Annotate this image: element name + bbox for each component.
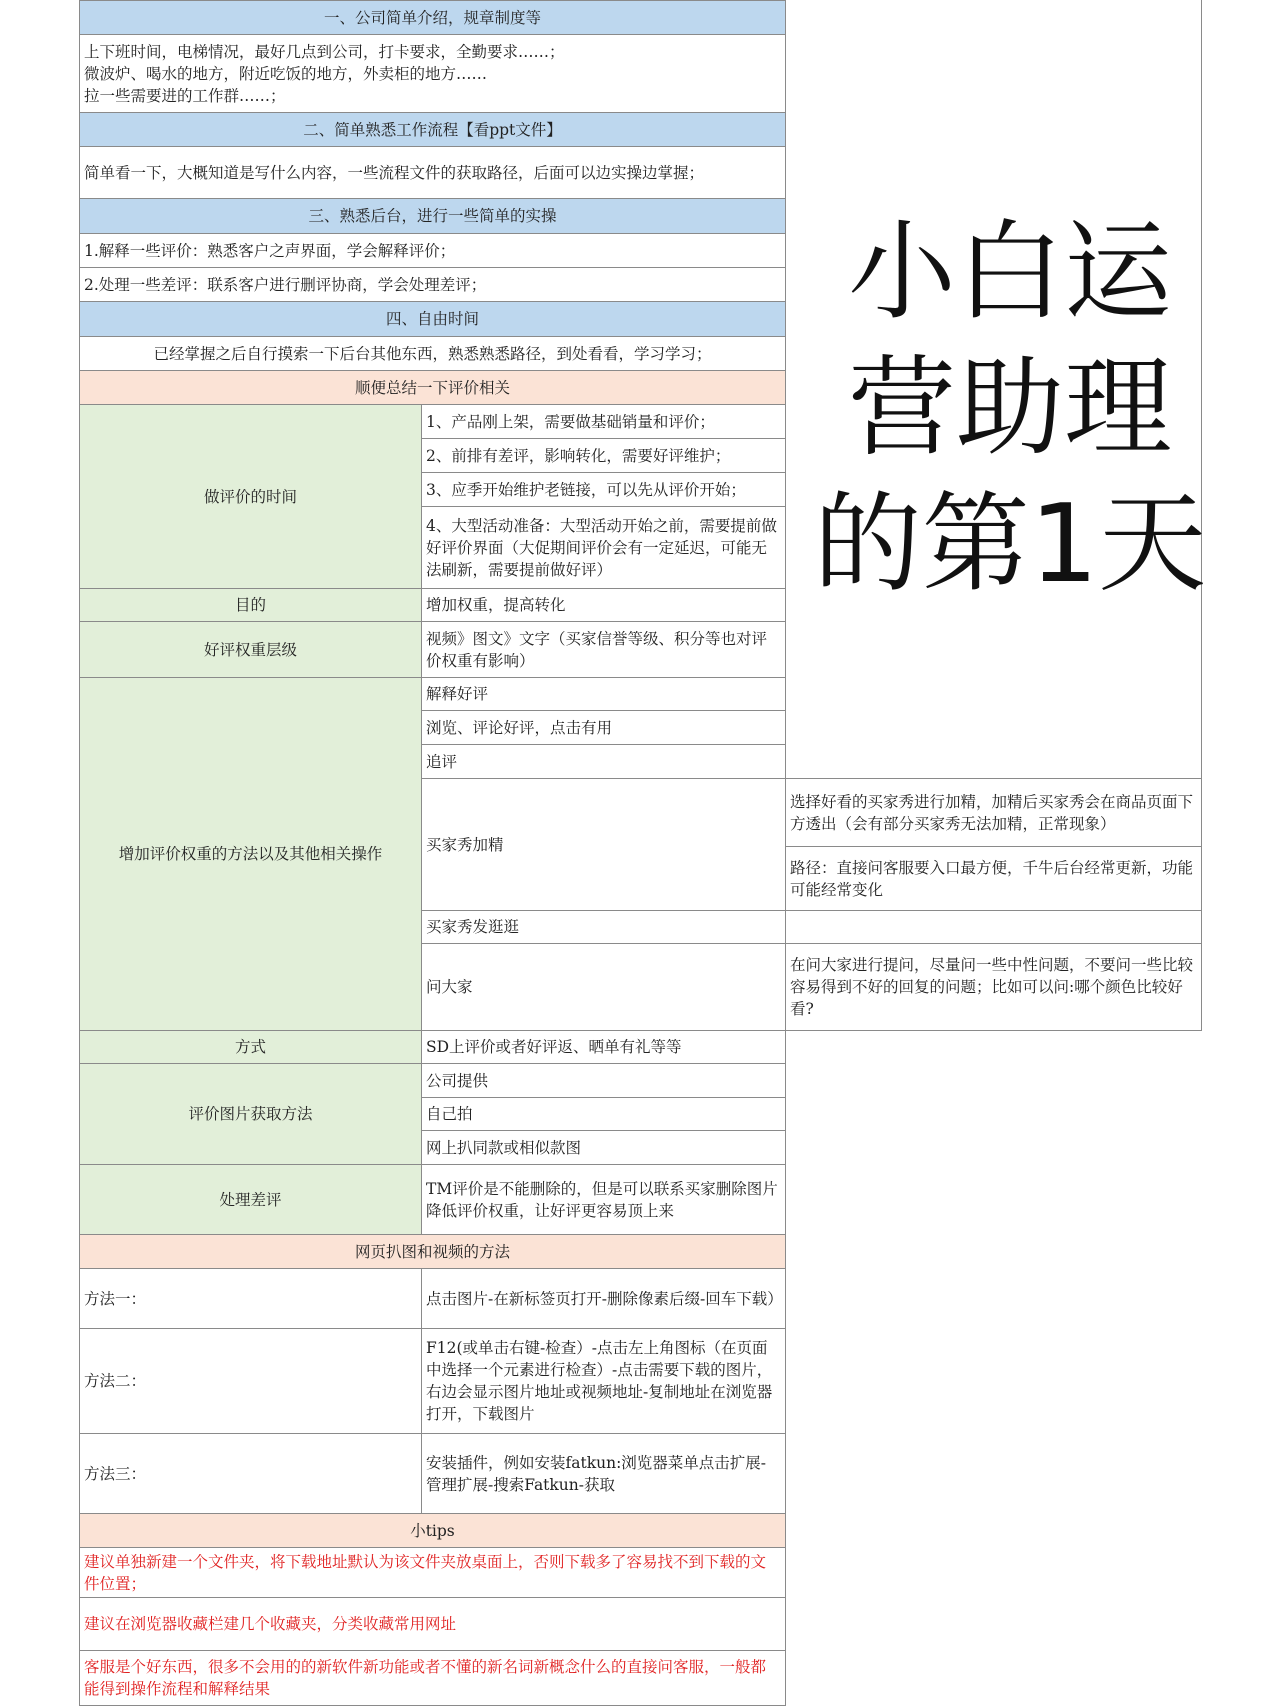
grab-value: F12(或单击右键-检查）-点击左上角图标（在页面中选择一个元素进行检查）-点击需要下载的图片，右边会显示图片地址或视频地址-复制地址在浏览器打开，下载图片 xyxy=(421,1328,786,1434)
grab-label: 方法二： xyxy=(79,1328,422,1434)
section4-body: 已经掌握之后自行摸索一下后台其他东西，熟悉熟悉路径，到处看看，学习学习； xyxy=(79,336,786,371)
section2-body: 简单看一下，大概知道是写什么内容，一些流程文件的获取路径，后面可以边实操边掌握； xyxy=(79,146,786,199)
section3-item: 1.解释一些评价：熟悉客户之声界面，学会解释评价； xyxy=(79,233,786,268)
method-item: 解释好评 xyxy=(421,677,786,711)
title-line: 的第1天 xyxy=(813,482,1207,607)
weight-label: 好评权重层级 xyxy=(79,621,422,678)
bad-label: 处理差评 xyxy=(79,1164,422,1235)
purpose-value: 增加权重，提高转化 xyxy=(421,588,786,622)
section4-header: 四、自由时间 xyxy=(79,301,786,337)
method-item: 追评 xyxy=(421,744,786,779)
method-item: 问大家 xyxy=(421,943,786,1031)
method-item: 浏览、评论好评，点击有用 xyxy=(421,710,786,745)
section2-header: 二、简单熟悉工作流程【看ppt文件】 xyxy=(79,112,786,147)
tip-item: 客服是个好东西，很多不会用的的新软件新功能或者不懂的新名词新概念什么的直接问客服，一般都能得到操作流程和解释结果 xyxy=(79,1650,786,1706)
grab-label: 方法三： xyxy=(79,1433,422,1514)
grab-value: 点击图片-在新标签页打开-删除像素后缀-回车下载） xyxy=(421,1268,786,1329)
timing-item: 1、产品刚上架，需要做基础销量和评价； xyxy=(421,404,786,439)
review-header: 顺便总结一下评价相关 xyxy=(79,370,786,405)
pic-label: 评价图片获取方法 xyxy=(79,1063,422,1165)
timing-item: 4、大型活动准备：大型活动开始之前，需要提前做好评价界面（大促期间评价会有一定延迟，可能无法刷新，需要提前做好评） xyxy=(421,506,786,589)
wendajia-note: 在问大家进行提问，尽量问一些中性问题，不要问一些比较容易得到不好的回复的问题；比如可以问:哪个颜色比较好看? xyxy=(785,943,1202,1031)
jiajing-path-note: 路径：直接问客服要入口最方便，千牛后台经常更新，功能可能经常变化 xyxy=(785,846,1202,911)
method-item: 买家秀加精 xyxy=(421,778,786,911)
bad-value: TM评价是不能删除的，但是可以联系买家删除图片降低评价权重，让好评更容易顶上来 xyxy=(421,1164,786,1235)
grab-header: 网页扒图和视频的方法 xyxy=(79,1234,786,1269)
page-title xyxy=(800,205,1220,613)
section1-body xyxy=(79,34,786,113)
tip-item: 建议在浏览器收藏栏建几个收藏夹，分类收藏常用网址 xyxy=(79,1597,786,1651)
empty-cell xyxy=(785,910,1202,944)
methods-label: 增加评价权重的方法以及其他相关操作 xyxy=(79,677,422,1031)
pic-item: 自己拍 xyxy=(421,1097,786,1131)
jiajing-note: 选择好看的买家秀进行加精，加精后买家秀会在商品页面下方透出（会有部分买家秀无法加精，正常现象） xyxy=(785,778,1202,847)
grab-value: 安装插件，例如安装fatkun:浏览器菜单点击扩展-管理扩展-搜索Fatkun-获取 xyxy=(421,1433,786,1514)
tip-item: 建议单独新建一个文件夹，将下载地址默认为该文件夹放桌面上，否则下载多了容易找不到下载的文件位置； xyxy=(79,1547,786,1598)
tips-header: 小tips xyxy=(79,1513,786,1548)
grab-label: 方法一： xyxy=(79,1268,422,1329)
way-label: 方式 xyxy=(79,1030,422,1064)
section1-line: 上下班时间，电梯情况，最好几点到公司，打卡要求，全勤要求……； xyxy=(84,42,565,61)
section1-header: 一、公司简单介绍，规章制度等 xyxy=(79,0,786,35)
pic-item: 公司提供 xyxy=(421,1063,786,1098)
timing-item: 2、前排有差评，影响转化，需要好评维护； xyxy=(421,438,786,473)
timing-item: 3、应季开始维护老链接，可以先从评价开始； xyxy=(421,472,786,507)
section1-line: 微波炉、喝水的地方，附近吃饭的地方，外卖柜的地方…… xyxy=(84,64,488,83)
section1-line: 拉一些需要进的工作群……； xyxy=(84,86,286,105)
purpose-label: 目的 xyxy=(79,588,422,622)
weight-value: 视频》图文》文字（买家信誉等级、积分等也对评价权重有影响） xyxy=(421,621,786,678)
pic-item: 网上扒同款或相似款图 xyxy=(421,1130,786,1165)
section3-header: 三、熟悉后台，进行一些简单的实操 xyxy=(79,198,786,234)
method-item: 买家秀发逛逛 xyxy=(421,910,786,944)
section3-item: 2.处理一些差评：联系客户进行删评协商，学会处理差评； xyxy=(79,267,786,302)
title-line: 营助理 xyxy=(847,346,1172,471)
timing-label: 做评价的时间 xyxy=(79,404,422,589)
way-value: SD上评价或者好评返、晒单有礼等等 xyxy=(421,1030,786,1064)
title-line: 小白运 xyxy=(847,210,1172,335)
